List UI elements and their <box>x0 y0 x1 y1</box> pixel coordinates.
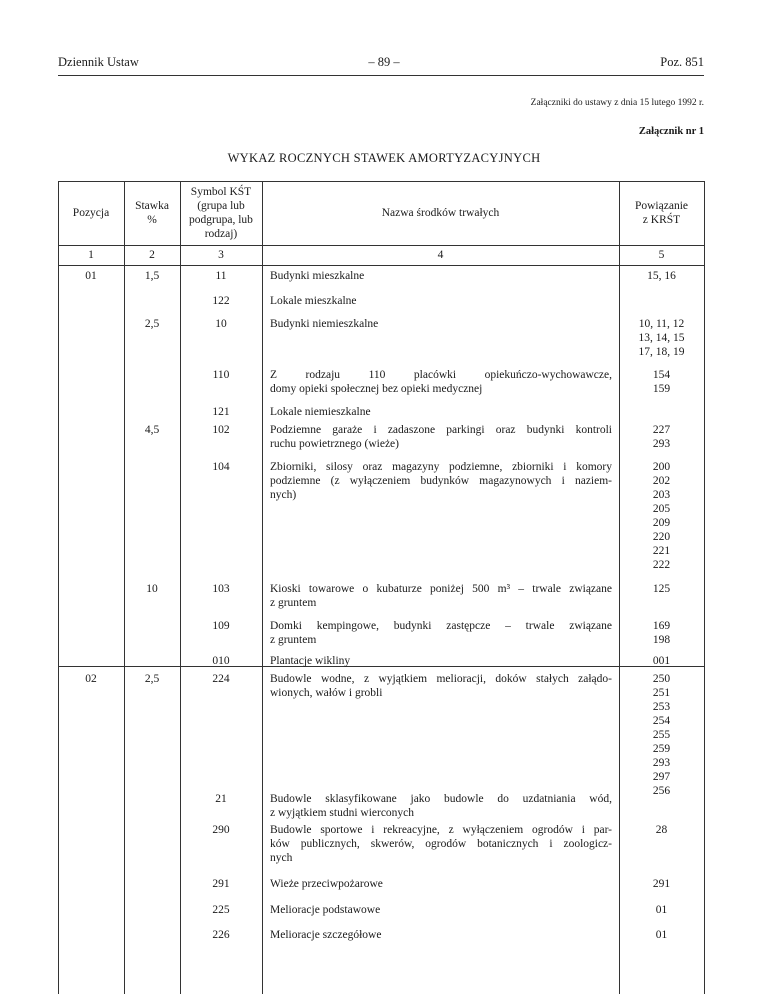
name-line: Zbiorniki, silosy oraz magazyny podziemne, zbiorniki i komory <box>270 461 612 473</box>
cell-symbol: 104 <box>212 461 230 473</box>
cell-pozycja: 01 <box>85 270 97 282</box>
cell-nazwa <box>270 619 612 647</box>
cell-symbol: 225 <box>212 904 230 916</box>
name-line: Budowle sklasyfikowane jako budowle do uzdatniania wód, <box>270 793 612 805</box>
cell-stawka: 2,5 <box>144 673 160 685</box>
name-line: domy opieki społecznej bez opieki medycznej <box>270 383 483 395</box>
krst-code: 255 <box>652 729 671 741</box>
numbers-bottom-border <box>58 265 704 266</box>
col-border-0 <box>58 181 59 994</box>
krst-code: 01 <box>655 929 668 941</box>
cell-symbol: 110 <box>212 369 230 381</box>
krst-code: 001 <box>652 655 671 667</box>
krst-code: 159 <box>652 383 671 395</box>
krst-code: 10, 11, 12 <box>638 318 685 330</box>
cell-symbol: 226 <box>212 929 230 941</box>
cell-nazwa <box>270 294 612 308</box>
cell-powiazanie <box>619 903 704 917</box>
annex-note: Załączniki do ustawy z dnia 15 lutego 1992 r. <box>530 98 704 108</box>
cell-symbol: 109 <box>212 620 230 632</box>
krst-code: 28 <box>655 824 668 836</box>
column-number: 4 <box>437 249 444 261</box>
krst-code: 250 <box>652 673 671 685</box>
name-line: nych <box>270 852 293 864</box>
krst-code: 291 <box>652 878 671 890</box>
krst-code: 125 <box>652 583 671 595</box>
cell-symbol: 290 <box>212 824 230 836</box>
krst-code: 203 <box>652 489 671 501</box>
krst-code: 227 <box>652 424 671 436</box>
krst-code: 259 <box>652 743 671 755</box>
header-rule <box>58 75 704 76</box>
krst-code: 15, 16 <box>647 270 676 282</box>
cell-nazwa <box>270 317 612 331</box>
cell-nazwa <box>270 368 612 396</box>
cell-nazwa <box>270 877 612 891</box>
cell-nazwa <box>270 582 612 610</box>
krst-code: 297 <box>652 771 671 783</box>
col-border-3 <box>262 181 263 994</box>
cell-symbol: 21 <box>215 793 227 805</box>
cell-symbol: 122 <box>212 295 230 307</box>
cell-stawka: 1,5 <box>144 270 160 282</box>
name-line: Lokale niemieszkalne <box>270 406 371 418</box>
krst-code: 169 <box>652 620 671 632</box>
name-line: Budowle sportowe i rekreacyjne, z wyłączeniem ogrodów i par- <box>270 824 612 836</box>
krst-code: 254 <box>652 715 671 727</box>
cell-powiazanie <box>619 582 704 596</box>
name-line: Budynki mieszkalne <box>270 270 365 282</box>
name-line: Domki kempingowe, budynki zastępcze – trwale związane <box>270 620 612 632</box>
name-line: Z rodzaju 110 placówki opiekuńczo-wychowawcze, <box>270 369 612 381</box>
cell-nazwa <box>270 460 612 502</box>
name-line: wionych, wałów i grobli <box>270 687 383 699</box>
cell-nazwa <box>270 269 612 283</box>
krst-code: 293 <box>652 438 671 450</box>
cell-stawka: 4,5 <box>144 424 160 436</box>
cell-powiazanie <box>619 619 704 647</box>
name-line: ruchu powietrznego (wieże) <box>270 438 399 450</box>
cell-nazwa <box>270 423 612 451</box>
krst-code: 200 <box>652 461 671 473</box>
cell-symbol: 010 <box>212 655 230 667</box>
name-line: Melioracje szczegółowe <box>270 929 382 941</box>
cell-powiazanie <box>619 317 704 359</box>
krst-code: 256 <box>652 785 671 797</box>
name-line: Plantacje wikliny <box>270 655 351 667</box>
column-number: 5 <box>658 249 665 261</box>
cell-powiazanie <box>619 460 704 572</box>
header-stawka: Stawka % <box>135 200 169 226</box>
header-powiazanie: Powiązanie z KRŚT <box>634 200 688 226</box>
name-line: Kioski towarowe o kubaturze poniżej 500 m³ – trwale związane <box>270 583 612 595</box>
krst-code: 01 <box>655 904 668 916</box>
name-line: Melioracje podstawowe <box>270 904 381 916</box>
cell-stawka: 2,5 <box>144 318 160 330</box>
cell-symbol: 102 <box>212 424 230 436</box>
column-number: 1 <box>88 249 94 261</box>
cell-powiazanie <box>619 654 704 668</box>
name-line: Lokale mieszkalne <box>270 295 357 307</box>
col-border-5 <box>704 181 705 994</box>
name-line: z gruntem <box>270 597 317 609</box>
header-symbol: Symbol KŚT (grupa lub podgrupa, lub rodzaj) <box>189 186 253 240</box>
cell-symbol: 121 <box>212 406 230 418</box>
document-title: WYKAZ ROCZNYCH STAWEK AMORTYZACYJNYCH <box>227 151 541 165</box>
column-number: 3 <box>218 249 224 261</box>
cell-pozycja: 02 <box>85 673 97 685</box>
cell-powiazanie <box>619 877 704 891</box>
cell-nazwa <box>270 405 612 419</box>
krst-code: 222 <box>652 559 671 571</box>
krst-code: 13, 14, 15 <box>638 332 685 344</box>
name-line: Podziemne garaże i zadaszone parkingi oraz budynki kontroli <box>270 424 612 436</box>
header-nazwa: Nazwa środków trwałych <box>381 207 500 219</box>
cell-symbol: 11 <box>215 270 227 282</box>
cell-powiazanie <box>619 823 704 837</box>
cell-nazwa <box>270 903 612 917</box>
position-number: Poz. 851 <box>660 55 704 69</box>
name-line: z wyjątkiem studni wierconych <box>270 807 415 819</box>
header-pozycja: Pozycja <box>72 207 110 219</box>
cell-symbol: 103 <box>212 583 230 595</box>
krst-code: 209 <box>652 517 671 529</box>
cell-powiazanie <box>619 368 704 396</box>
name-line: z gruntem <box>270 634 317 646</box>
cell-symbol: 224 <box>212 673 230 685</box>
name-line: ków publicznych, skwerów, ogrodów botanicznych i zoologicz- <box>270 838 612 850</box>
page-number: – 89 – <box>368 55 400 69</box>
krst-code: 198 <box>652 634 671 646</box>
journal-name: Dziennik Ustaw <box>58 55 139 69</box>
cell-symbol: 10 <box>215 318 227 330</box>
cell-symbol: 291 <box>212 878 230 890</box>
cell-powiazanie <box>619 672 704 798</box>
cell-nazwa <box>270 928 612 942</box>
krst-code: 205 <box>652 503 671 515</box>
krst-code: 17, 18, 19 <box>638 346 685 358</box>
name-line: Budynki niemieszkalne <box>270 318 379 330</box>
cell-nazwa <box>270 654 612 668</box>
cell-powiazanie <box>619 423 704 451</box>
name-line: podziemne (z wyłączeniem budynków magazynowych i naziem- <box>270 475 612 487</box>
name-line: nych) <box>270 489 297 501</box>
krst-code: 293 <box>652 757 671 769</box>
cell-powiazanie <box>619 928 704 942</box>
annex-number: Załącznik nr 1 <box>638 126 704 137</box>
krst-code: 154 <box>652 369 671 381</box>
cell-powiazanie <box>619 269 704 283</box>
krst-code: 221 <box>652 545 671 557</box>
cell-stawka: 10 <box>146 583 158 595</box>
cell-nazwa <box>270 672 612 700</box>
name-line: Budowle wodne, z wyjątkiem melioracji, doków stałych załądo- <box>270 673 612 685</box>
krst-code: 220 <box>652 531 671 543</box>
krst-code: 253 <box>652 701 671 713</box>
krst-code: 251 <box>652 687 671 699</box>
header-bottom-border <box>58 245 704 246</box>
cell-nazwa <box>270 823 612 865</box>
krst-code: 202 <box>652 475 671 487</box>
cell-nazwa <box>270 792 612 820</box>
column-number: 2 <box>149 249 155 261</box>
name-line: Wieże przeciwpożarowe <box>270 878 383 890</box>
